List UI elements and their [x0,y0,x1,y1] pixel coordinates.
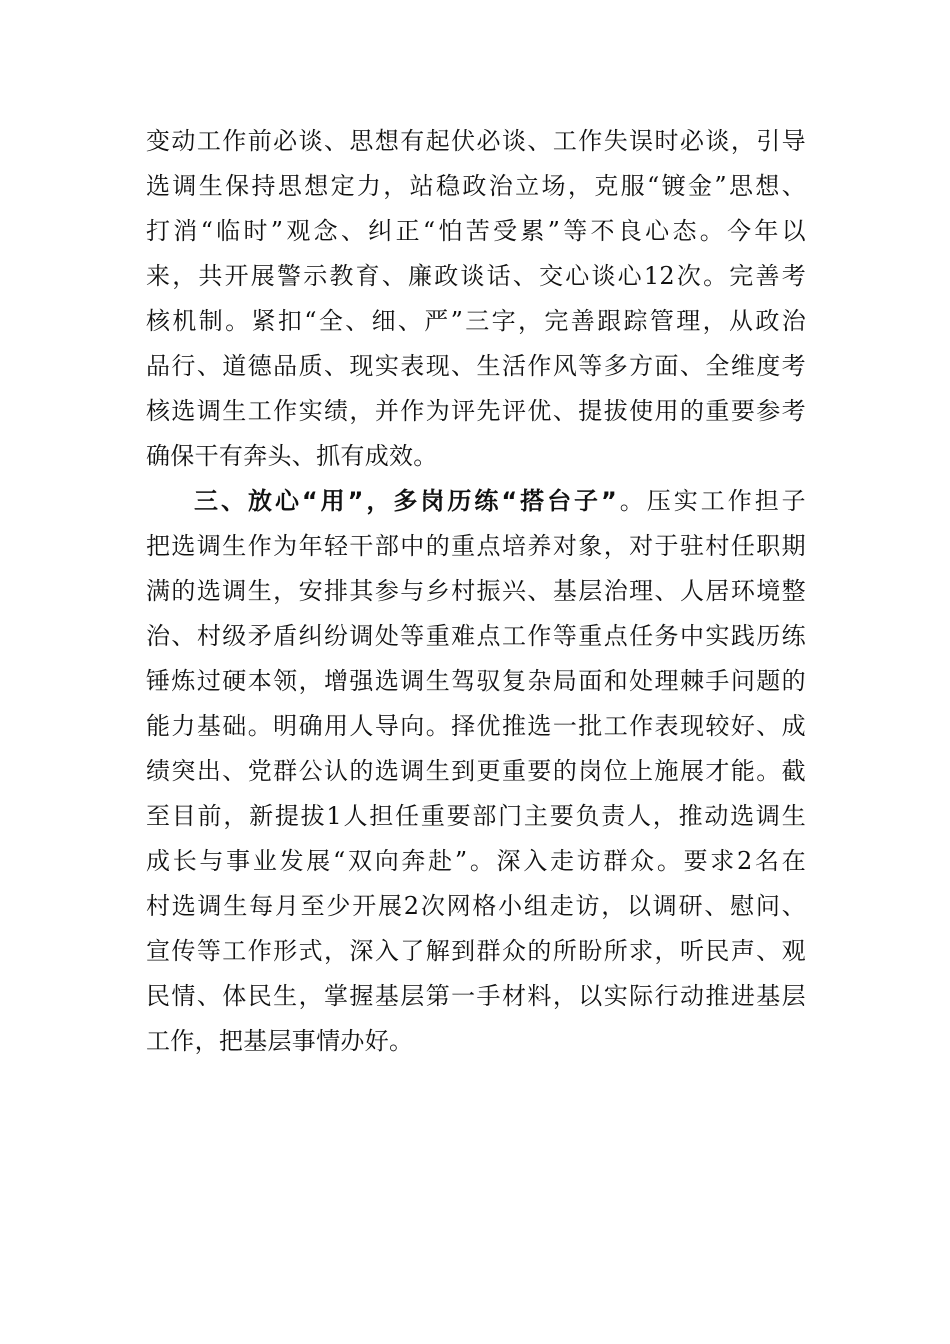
paragraph2-line-3: 满的选调生，安排其参与乡村振兴、基层治理、人居环境整 [146,577,806,605]
paragraph2-first-line-rest: 。压实工作担子 [617,487,806,515]
paragraph2-line-9: 成长与事业发展“双向奔赴”。深入走访群众。要求2名在 [146,847,806,875]
paragraph2-line-7: 绩突出、党群公认的选调生到更重要的岗位上施展才能。截 [146,757,806,785]
paragraph1-line-5: 核机制。紧扣“全、细、严”三字，完善跟踪管理，从政治 [146,307,806,335]
paragraph2-line-5: 锤炼过硬本领，增强选调生驾驭复杂局面和处理棘手问题的 [146,667,806,695]
paragraph1-line-4: 来，共开展警示教育、廉政谈话、交心谈心12次。完善考 [146,262,806,290]
paragraph1-line-8: 确保干有奔头、抓有成效。 [146,442,438,470]
paragraph1-line-2: 选调生保持思想定力，站稳政治立场，克服“镀金”思想、 [146,172,806,200]
paragraph2-first-line [194,481,806,521]
paragraph2-line-6: 能力基础。明确用人导向。择优推选一批工作表现较好、成 [146,712,806,740]
paragraph2-line-13: 工作，把基层事情办好。 [146,1027,414,1055]
paragraph2-line-10: 村选调生每月至少开展2次网格小组走访，以调研、慰问、 [146,892,806,920]
paragraph1-line-3: 打消“临时”观念、纠正“怕苦受累”等不良心态。今年以 [146,217,806,245]
paragraph2-line-2: 把选调生作为年轻干部中的重点培养对象，对于驻村任职期 [146,532,806,560]
paragraph2-line-11: 宣传等工作形式，深入了解到群众的所盼所求，听民声、观 [146,937,806,965]
paragraph1-line-6: 品行、道德品质、现实表现、生活作风等多方面、全维度考 [146,352,806,380]
paragraph2-line-4: 治、村级矛盾纠纷调处等重难点工作等重点任务中实践历练 [146,622,806,650]
paragraph1-line-7: 核选调生工作实绩，并作为评先评优、提拔使用的重要参考 [146,397,806,425]
paragraph1-line-1: 变动工作前必谈、思想有起伏必谈、工作失误时必谈，引导 [146,127,806,155]
paragraph2-line-12: 民情、体民生，掌握基层第一手材料，以实际行动推进基层 [146,982,806,1010]
section-heading: 三、放心“用”，多岗历练“搭台子” [194,487,618,515]
paragraph2-line-8: 至目前，新提拔1人担任重要部门主要负责人，推动选调生 [146,802,806,830]
